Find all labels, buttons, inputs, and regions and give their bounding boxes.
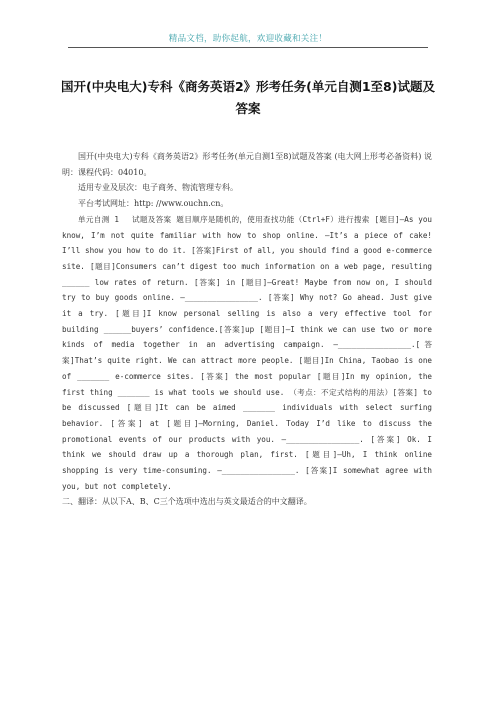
section-heading: 二、翻译：从以下A、B、C三个选项中选出与英文最适合的中文翻译。 (62, 497, 312, 507)
intro-paragraph: 国开(中央电大)专科《商务英语2》形考任务(单元自测1至8)试题及答案 (电大网上形考必备资料) 说明：课程代码：04010。 (62, 152, 432, 177)
exam-url-paragraph: 平台考试网址：http: //www.ouchn.cn。 (78, 199, 229, 209)
major-level-paragraph: 适用专业及层次：电子商务、物流管理专科。 (78, 183, 238, 193)
unit-test-1-paragraph: 单元自测 1 试题及答案 题目顺序是随机的，使用查找功能（Ctrl+F）进行搜索 [题目]—As you know, I’m not quite familiar with how to shop online. —It’s a piece of cake! I’ll show you how to do it. [答案]First of all, you should find a good e-commerce site. [题目]Consumers can’t digest too much information on a web page, resulting ______ low rates of return. [答案] in [题目]—Great! Maybe from now on, I should try to buy goods online. —________________. [答案] Why not? Go ahead. Just give it a try. [题目]I know personal selling is also a very effective tool for building ______buyers’ confidence.[答案]up [题目]—I think we can use two or more kinds of media together in an advertising campaign. —________________.[答案]That’s quite right. We can attract more people. [题目]In China, Taobao is one of _______ e-commerce sites. [答案] the most popular [题目]In my opinion, the first thing _______ is what tools we should use. （考点：不定式结构的用法）[答案] to be discussed [题目]It can be aimed _______ individuals with select surfing behavior. [答案] at [题目]—Morning, Daniel. Today I’d like to discuss the promotional events of our products with you. —________________. [答案] Ok. I think we should draw up a thorough plan, first. [题目]—Uh, I think online shopping is very time-consuming. —________________. [答案]I somewhat agree with you, but not completely. (62, 214, 432, 491)
document-body (62, 149, 432, 510)
document-title: 国开(中央电大)专科《商务英语2》形考任务(单元自测1至8)试题及答案 (61, 79, 435, 116)
header-banner: 精品文档，助你起航，欢迎收藏和关注！ (168, 34, 328, 44)
header-divider (68, 47, 428, 48)
